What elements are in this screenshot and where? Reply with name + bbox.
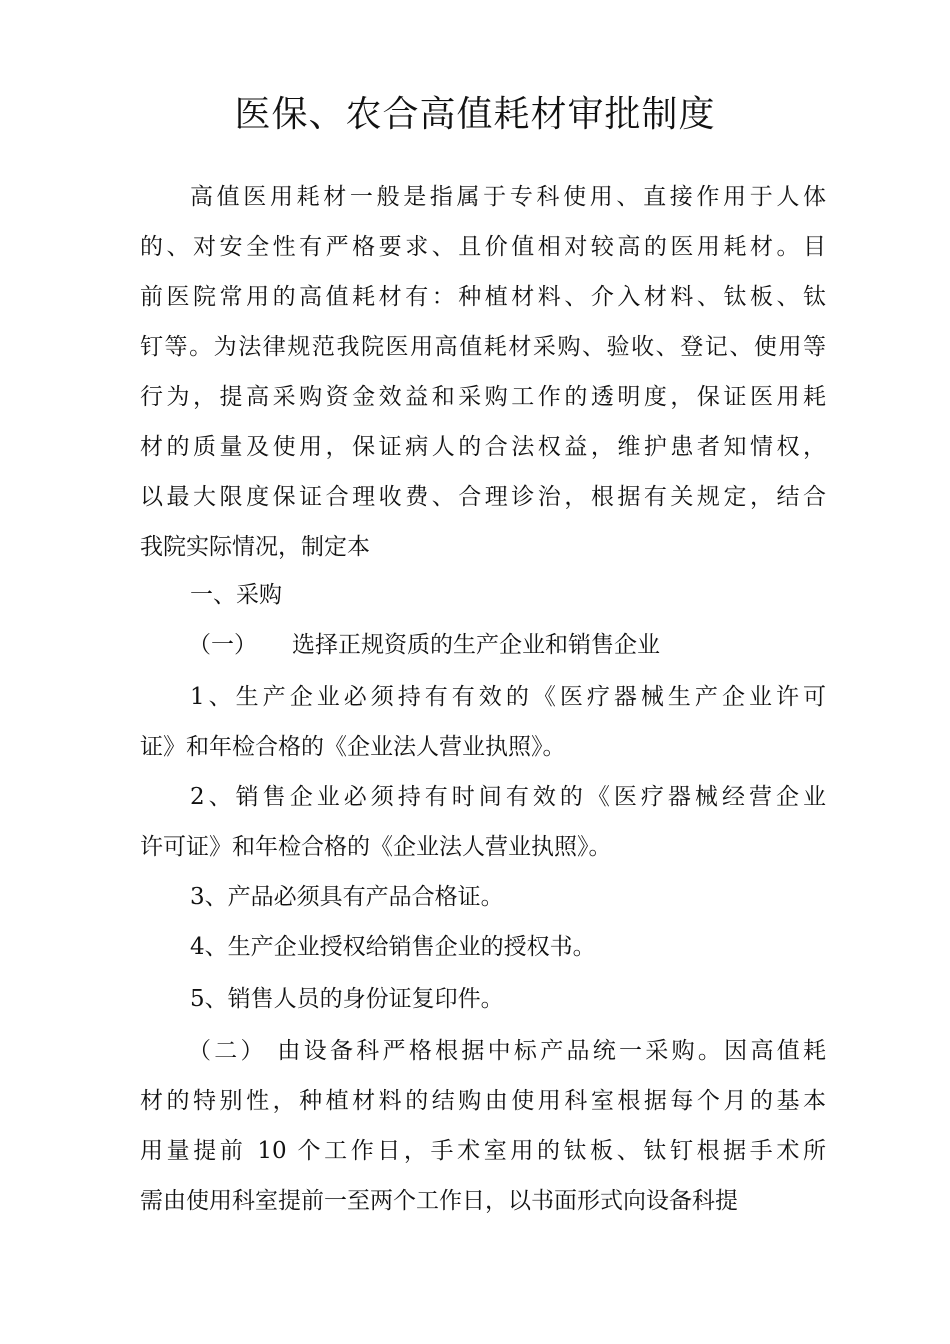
- subsection-label: （一）: [188, 632, 257, 658]
- list-item: 4、生产企业授权给销售企业的授权书。: [190, 934, 596, 960]
- subsection-line: 材的特别性，种植材料的结购由使用科室根据每个月的基本: [140, 1088, 826, 1114]
- document-title: 医保、农合高值耗材审批制度: [234, 94, 716, 135]
- list-item: 3、产品必须具有产品合格证。: [190, 884, 504, 910]
- subsection-text: 选择正规资质的生产企业和销售企业: [292, 632, 660, 658]
- intro-line: 行为，提高采购资金效益和采购工作的透明度，保证医用耗: [140, 384, 826, 410]
- intro-line: 的、对安全性有严格要求、且价值相对较高的医用耗材。目: [140, 234, 826, 260]
- subsection-heading: [188, 630, 874, 660]
- subsection-line: （二） 由设备科严格根据中标产品统一采购。因高值耗: [188, 1038, 826, 1064]
- intro-line: 以最大限度保证合理收费、合理诊治，根据有关规定，结合: [140, 484, 826, 510]
- list-item-line: 证》和年检合格的《企业法人营业执照》。: [140, 734, 566, 760]
- section-heading: 一、采购: [190, 582, 282, 608]
- intro-line: 前医院常用的高值耗材有：种植材料、介入材料、钛板、钛: [140, 284, 826, 310]
- subsection-line: 用量提前 10 个工作日，手术室用的钛板、钛钉根据手术所: [140, 1138, 826, 1164]
- intro-line: 钉等。为法律规范我院医用高值耗材采购、验收、登记、使用等: [140, 334, 826, 360]
- subsection-line: 需由使用科室提前一至两个工作日，以书面形式向设备科提: [140, 1188, 738, 1214]
- list-item-line: 2、销售企业必须持有时间有效的《医疗器械经营企业: [190, 784, 826, 810]
- list-item-line: 许可证》和年检合格的《企业法人营业执照》。: [140, 834, 612, 860]
- list-item: 5、销售人员的身份证复印件。: [190, 986, 504, 1012]
- intro-line: 我院实际情况，制定本: [140, 534, 370, 560]
- intro-line: 高值医用耗材一般是指属于专科使用、直接作用于人体: [190, 184, 826, 210]
- intro-line: 材的质量及使用，保证病人的合法权益，维护患者知情权，: [140, 434, 826, 460]
- list-item-line: 1、生产企业必须持有有效的《医疗器械生产企业许可: [190, 684, 826, 710]
